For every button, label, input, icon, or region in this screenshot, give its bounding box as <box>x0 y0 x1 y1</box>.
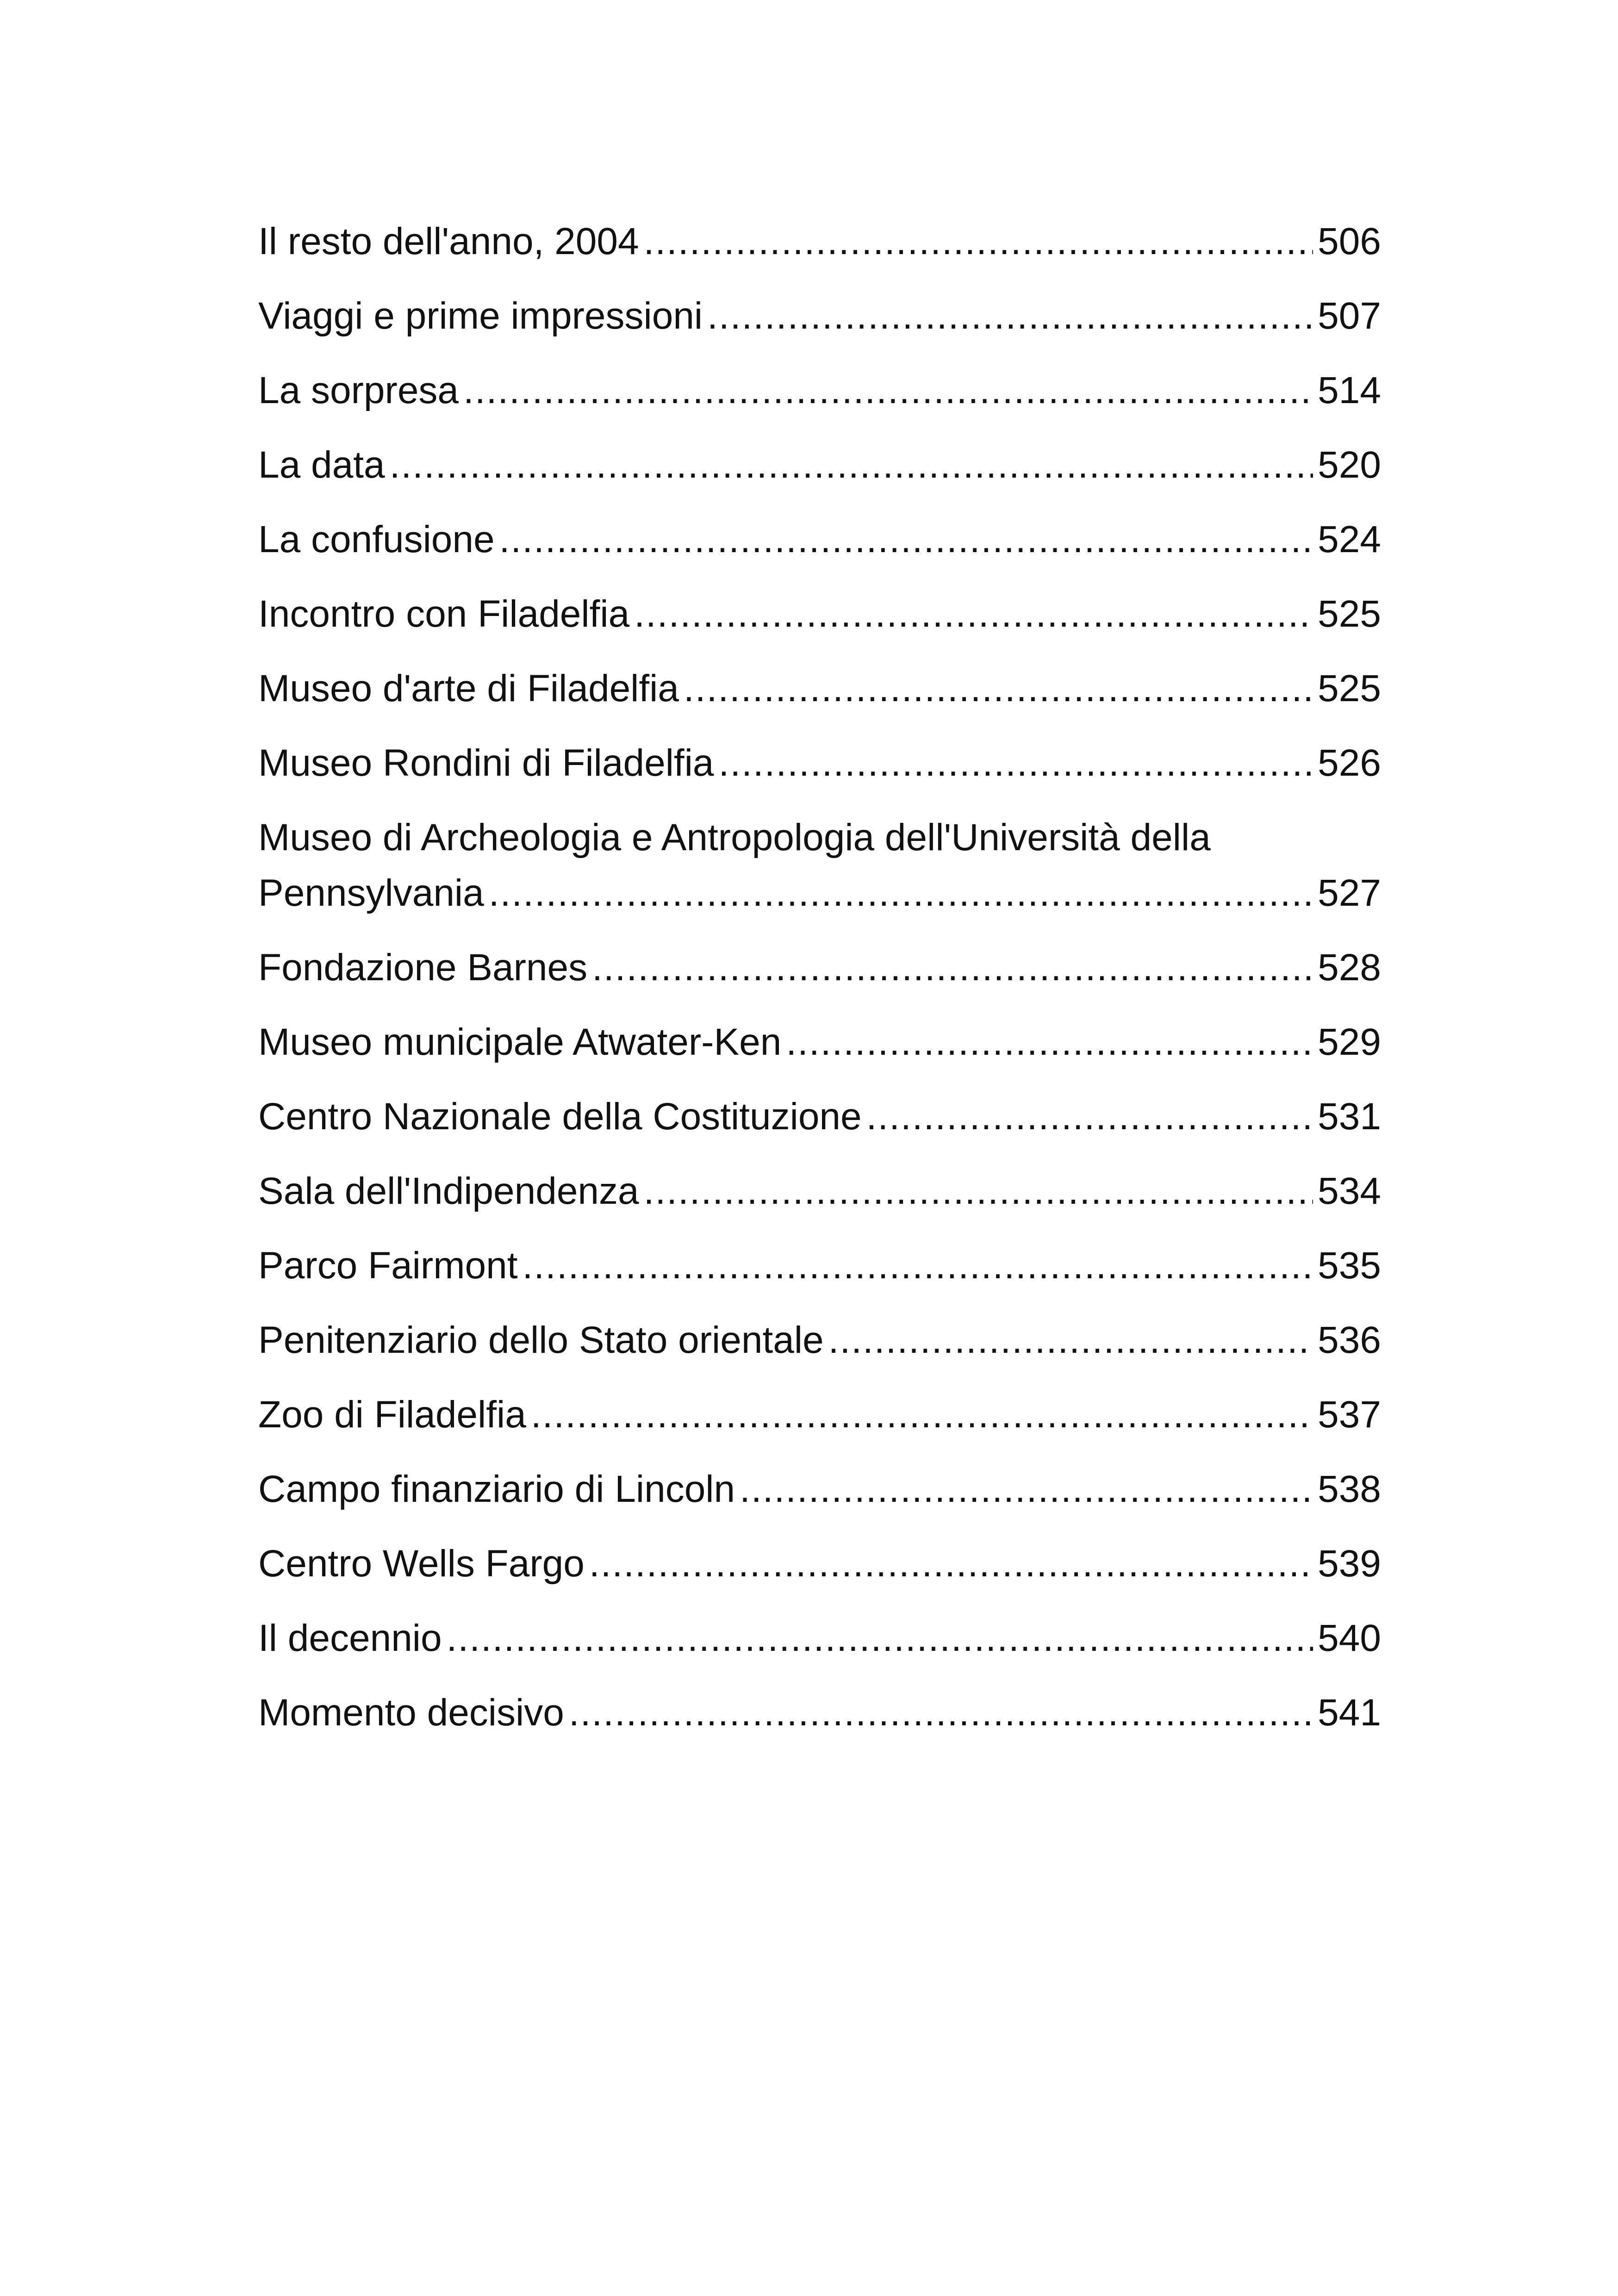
toc-entry-page: 528 <box>1318 946 1381 989</box>
toc-entry[interactable] <box>258 1014 1381 1070</box>
toc-entry-title: Centro Wells Fargo <box>258 1543 585 1585</box>
toc-entry-title: Museo municipale Atwater-Ken <box>258 1021 782 1063</box>
toc-entry-page: 520 <box>1318 444 1381 486</box>
toc-entry[interactable] <box>258 1462 1381 1517</box>
toc-entry-title: Campo finanziario di Lincoln <box>258 1468 735 1510</box>
toc-entry[interactable] <box>258 661 1381 716</box>
toc-entry-page: 506 <box>1318 220 1381 262</box>
toc-entry-page: 524 <box>1318 518 1381 560</box>
dot-leader <box>463 363 1313 418</box>
dot-leader <box>531 1387 1313 1443</box>
table-of-contents <box>258 214 1381 1760</box>
toc-entry[interactable] <box>258 1313 1381 1368</box>
dot-leader <box>866 1089 1313 1145</box>
toc-entry-title: La data <box>258 444 385 486</box>
toc-entry-title: Fondazione Barnes <box>258 946 588 989</box>
toc-entry-title: Il decennio <box>258 1617 442 1659</box>
toc-entry-title: La sorpresa <box>258 369 459 411</box>
dot-leader <box>489 865 1313 921</box>
toc-entry[interactable] <box>258 586 1381 642</box>
toc-entry[interactable] <box>258 1387 1381 1443</box>
toc-entry[interactable] <box>258 363 1381 418</box>
toc-entry-title: Viaggi e prime impressioni <box>258 295 703 337</box>
dot-leader <box>684 661 1313 716</box>
toc-entry-title: Momento decisivo <box>258 1692 564 1734</box>
toc-entry-page: 514 <box>1318 369 1381 411</box>
toc-entry[interactable] <box>258 940 1381 996</box>
toc-entry-page: 507 <box>1318 295 1381 337</box>
toc-entry-last-line <box>258 865 1381 921</box>
dot-leader <box>707 288 1313 344</box>
toc-entry-page: 538 <box>1318 1468 1381 1510</box>
toc-entry-page: 527 <box>1318 872 1381 914</box>
toc-entry[interactable] <box>258 288 1381 344</box>
toc-entry[interactable] <box>258 735 1381 791</box>
toc-entry[interactable] <box>258 1611 1381 1666</box>
toc-entry-title: Il resto dell'anno, 2004 <box>258 220 639 262</box>
toc-entry-page: 541 <box>1318 1692 1381 1734</box>
toc-entry-page: 525 <box>1318 667 1381 709</box>
toc-entry-page: 525 <box>1318 593 1381 635</box>
dot-leader <box>569 1685 1313 1741</box>
toc-entry-title-line1: Museo di Archeologia e Antropologia dell'Università della <box>258 816 1211 859</box>
toc-entry-title: Museo Rondini di Filadelfia <box>258 742 714 784</box>
dot-leader <box>634 586 1313 642</box>
dot-leader <box>589 1536 1313 1592</box>
toc-entry-title: Parco Fairmont <box>258 1244 518 1287</box>
dot-leader <box>499 512 1313 567</box>
dot-leader <box>447 1611 1313 1666</box>
dot-leader <box>719 735 1313 791</box>
dot-leader <box>644 214 1313 269</box>
dot-leader <box>523 1238 1313 1294</box>
toc-entry-title: Incontro con Filadelfia <box>258 593 630 635</box>
toc-entry-page: 535 <box>1318 1244 1381 1287</box>
toc-entry-page: 540 <box>1318 1617 1381 1659</box>
dot-leader <box>390 437 1313 493</box>
toc-entry-title-line2: Pennsylvania <box>258 872 484 914</box>
toc-entry[interactable] <box>258 1536 1381 1592</box>
toc-entry[interactable] <box>258 1164 1381 1219</box>
toc-entry-page: 539 <box>1318 1543 1381 1585</box>
toc-entry-title: Zoo di Filadelfia <box>258 1394 526 1436</box>
dot-leader <box>786 1014 1313 1070</box>
toc-entry-page: 531 <box>1318 1095 1381 1138</box>
dot-leader <box>592 940 1313 996</box>
toc-entry-title: Sala dell'Indipendenza <box>258 1170 639 1212</box>
toc-entry[interactable] <box>258 1685 1381 1741</box>
toc-entry[interactable] <box>258 214 1381 269</box>
dot-leader <box>644 1164 1313 1219</box>
toc-entry-title: La confusione <box>258 518 495 560</box>
toc-entry-page: 536 <box>1318 1319 1381 1361</box>
toc-entry-title: Museo d'arte di Filadelfia <box>258 667 679 709</box>
dot-leader <box>740 1462 1313 1517</box>
toc-entry-page: 529 <box>1318 1021 1381 1063</box>
toc-entry-title: Centro Nazionale della Costituzione <box>258 1095 862 1138</box>
dot-leader <box>828 1313 1313 1368</box>
toc-entry[interactable] <box>258 1089 1381 1145</box>
toc-entry[interactable] <box>258 437 1381 493</box>
toc-entry-page: 537 <box>1318 1394 1381 1436</box>
toc-entry[interactable] <box>258 512 1381 567</box>
toc-entry[interactable] <box>258 810 1381 921</box>
toc-entry[interactable] <box>258 1238 1381 1294</box>
toc-entry-page: 534 <box>1318 1170 1381 1212</box>
toc-entry-title: Penitenziario dello Stato orientale <box>258 1319 824 1361</box>
toc-entry-page: 526 <box>1318 742 1381 784</box>
